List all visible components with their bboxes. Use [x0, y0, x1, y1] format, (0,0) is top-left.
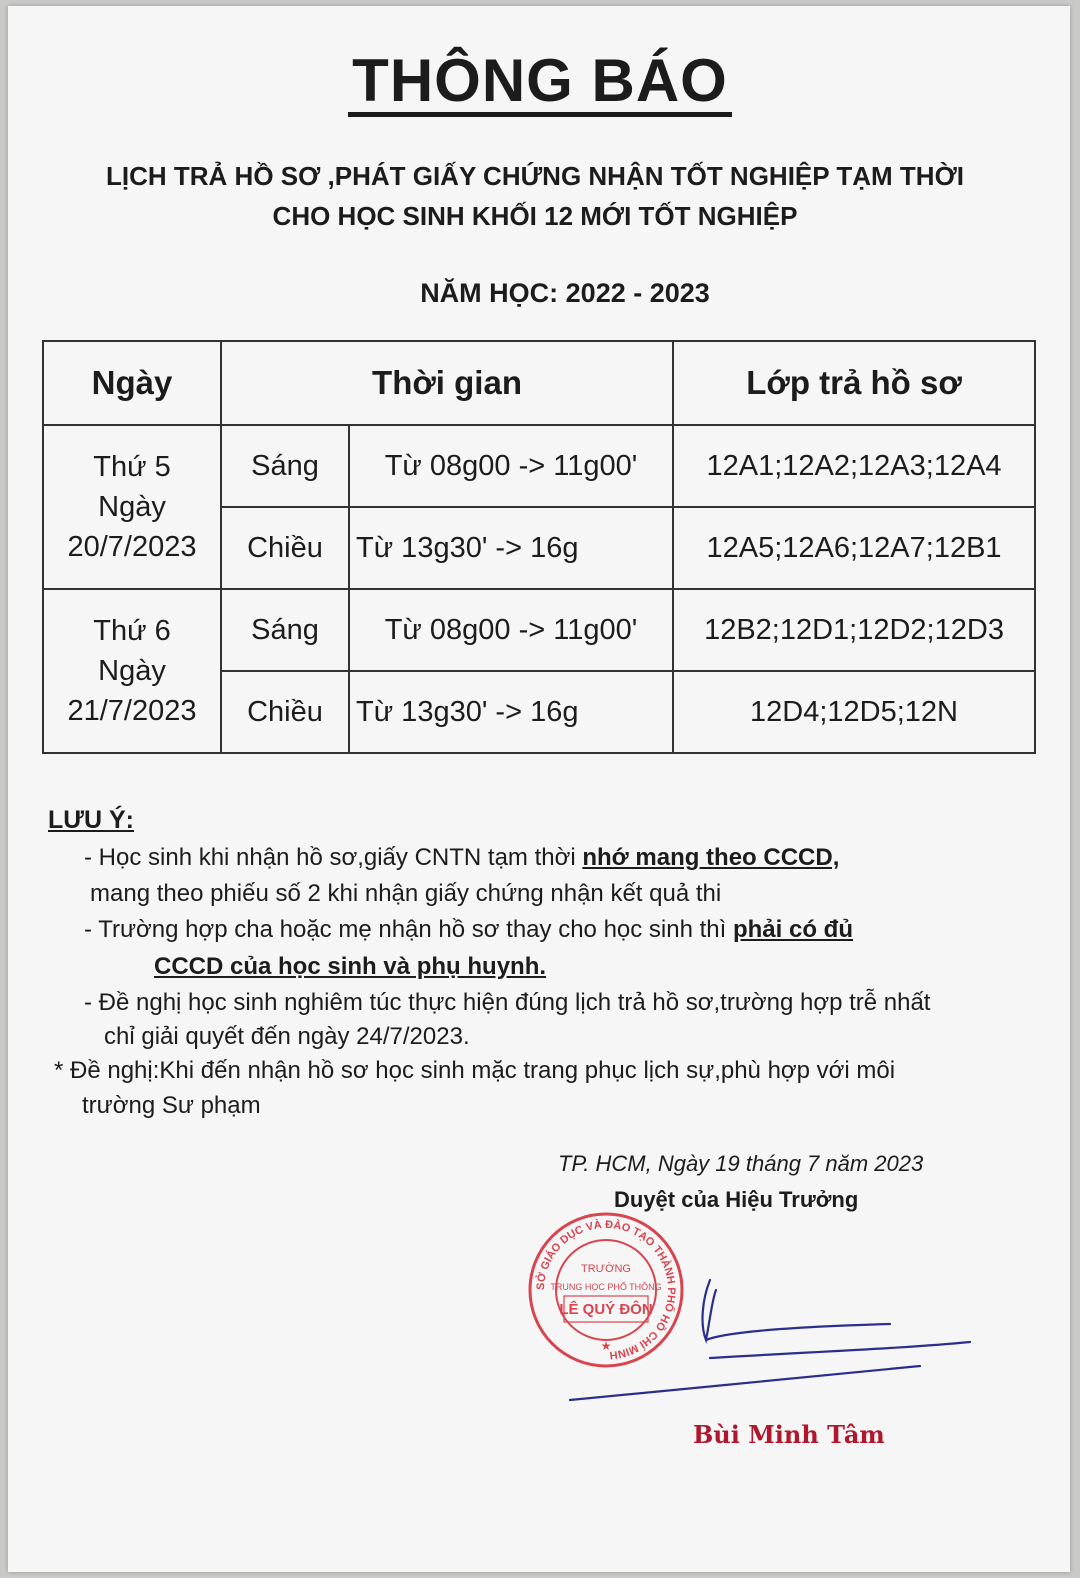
- note-1-continued: mang theo phiếu số 2 khi nhận giấy chứng nhận kết quả thi: [90, 880, 722, 907]
- session-cell: Chiều: [221, 671, 349, 753]
- session-cell: Sáng: [221, 425, 349, 507]
- notes-heading: LƯU Ý:: [48, 806, 135, 834]
- day-label: Ngày: [98, 655, 166, 687]
- header-day: Ngày: [43, 341, 221, 425]
- stamp-line-1: TRƯỜNG: [581, 1263, 631, 1275]
- note-1-emphasis: nhớ mang theo CCCD,: [582, 844, 840, 871]
- stamp-ring-text: SỞ GIÁO DỤC VÀ ĐÀO TẠO THÀNH PHỐ HỒ CHÍ MINH: [534, 1218, 678, 1361]
- date: 20/7/2023: [67, 531, 197, 563]
- weekday: Thứ 5: [93, 451, 171, 483]
- subtitle-line-2: CHO HỌC SINH KHỐI 12 MỚI TỐT NGHIỆP: [272, 201, 798, 231]
- place-date: TP. HCM, Ngày 19 tháng 7 năm 2023: [558, 1151, 924, 1176]
- time-cell: Từ 08g00 -> 11g00': [349, 589, 673, 671]
- weekday: Thứ 6: [93, 615, 171, 647]
- note-2-continued: CCCD của học sinh và phụ huynh.: [154, 953, 547, 980]
- time-cell: Từ 13g30' -> 16g: [349, 671, 673, 753]
- day-label: Ngày: [98, 491, 166, 523]
- classes-cell: 12D4;12D5;12N: [673, 671, 1035, 753]
- date: 21/7/2023: [67, 695, 197, 727]
- subtitle-line-1: LỊCH TRẢ HỒ SƠ ,PHÁT GIẤY CHỨNG NHẬN TỐT NGHIỆP TẠM THỜI: [106, 161, 964, 191]
- classes-cell: 12B2;12D1;12D2;12D3: [673, 589, 1035, 671]
- document-title: THÔNG BÁO: [0, 46, 1080, 117]
- table-header-row: [43, 341, 1035, 425]
- session-cell: Chiều: [221, 507, 349, 589]
- note-2-emphasis: phải có đủ: [732, 916, 853, 943]
- note-4: * Đề nghị:Khi đến nhận hồ sơ học sinh mặc trang phục lịch sự,phù hợp với môi: [54, 1057, 896, 1084]
- signer-name: Bùi Minh Tâm: [693, 1420, 885, 1449]
- note-3-continued: chỉ giải quyết đến ngày 24/7/2023.: [104, 1023, 470, 1050]
- table-row: [43, 425, 1035, 507]
- stamp-line-2: TRUNG HỌC PHỔ THÔNG: [550, 1282, 662, 1292]
- header-classes: Lớp trả hồ sơ: [673, 341, 1035, 425]
- classes-cell: 12A5;12A6;12A7;12B1: [673, 507, 1035, 589]
- stamp-line-3: LÊ QUÝ ĐÔN: [559, 1301, 653, 1318]
- note-3: - Đề nghị học sinh nghiêm túc thực hiện đúng lịch trả hồ sơ,trường hợp trễ nhất: [84, 989, 931, 1016]
- day-cell: [43, 589, 221, 753]
- document-subtitle: [0, 156, 1070, 236]
- stamp-star-icon: ★: [600, 1339, 612, 1353]
- day-cell: [43, 425, 221, 589]
- time-cell: Từ 08g00 -> 11g00': [349, 425, 673, 507]
- school-year: NĂM HỌC: 2022 - 2023: [420, 278, 710, 308]
- time-cell: Từ 13g30' -> 16g: [349, 507, 673, 589]
- session-cell: Sáng: [221, 589, 349, 671]
- note-1: - Học sinh khi nhận hồ sơ,giấy CNTN tạm thời nhớ mang theo CCCD,: [84, 844, 840, 871]
- schedule-table: [42, 340, 1036, 754]
- note-2: - Trường hợp cha hoặc mẹ nhận hồ sơ thay cho học sinh thì phải có đủ: [84, 916, 853, 943]
- header-time: Thời gian: [221, 341, 673, 425]
- table-row: [43, 589, 1035, 671]
- classes-cell: 12A1;12A2;12A3;12A4: [673, 425, 1035, 507]
- school-stamp: [526, 1210, 686, 1370]
- approval-label: Duyệt của Hiệu Trưởng: [614, 1187, 859, 1212]
- note-4-continued: trường Sư phạm: [82, 1092, 261, 1119]
